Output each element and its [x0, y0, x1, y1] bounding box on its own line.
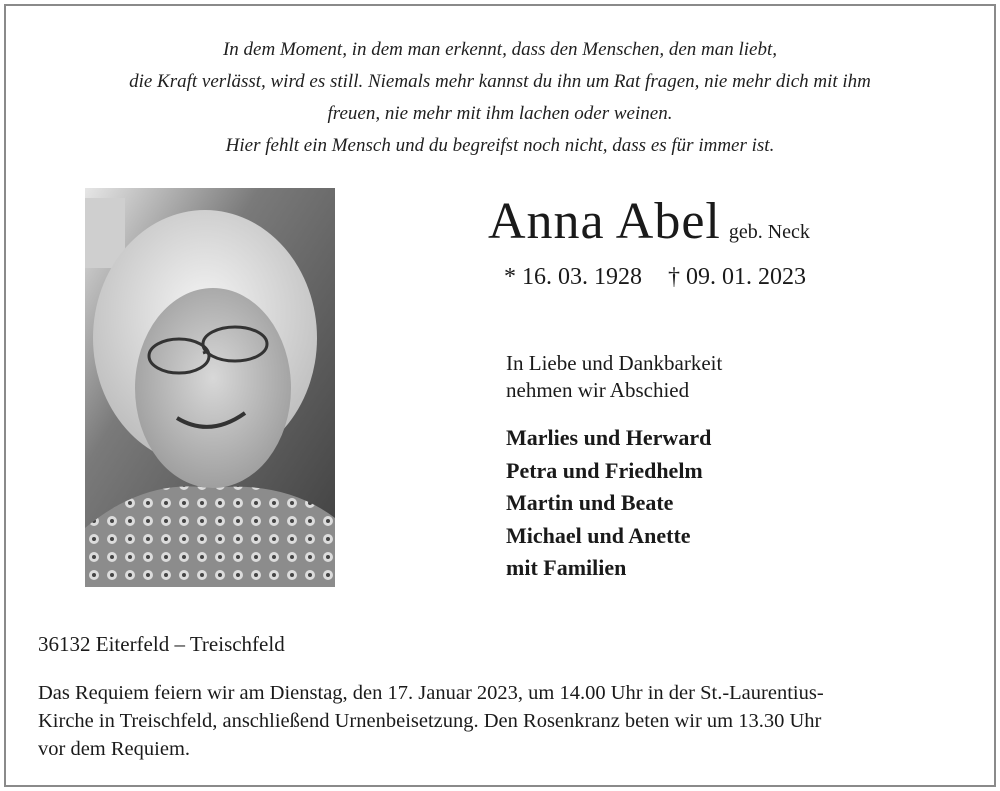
deceased-name-block	[488, 192, 810, 251]
death-date: † 09. 01. 2023	[668, 264, 806, 290]
place-line: 36132 Eiterfeld – Treischfeld	[38, 632, 285, 656]
life-dates	[504, 264, 806, 291]
requiem-line: Kirche in Treischfeld, anschließend Urnenbeisetzung. Den Rosenkranz beten wir um 13.30 Uhr	[38, 710, 822, 732]
portrait-photo	[85, 188, 335, 587]
mourner-name: Martin und Beate	[506, 490, 674, 515]
poem-line: die Kraft verlässt, wird es still. Niemals mehr kannst du ihn um Rat fragen, nie mehr dich mit ihm	[129, 71, 871, 92]
deceased-name: Anna Abel	[488, 193, 721, 250]
poem-line: In dem Moment, in dem man erkennt, dass den Menschen, den man liebt,	[222, 39, 778, 60]
poem-line: Hier fehlt ein Mensch und du begreifst noch nicht, dass es für immer ist.	[225, 135, 775, 156]
requiem-notice	[38, 679, 968, 763]
mourner-name: Michael und Anette	[506, 522, 691, 548]
poem-line: freuen, nie mehr mit ihm lachen oder weinen.	[327, 103, 673, 124]
intro-line: nehmen wir Abschied	[506, 378, 690, 402]
mourner-name: Marlies und Herward	[506, 425, 712, 450]
requiem-line: Das Requiem feiern wir am Dienstag, den 17. Januar 2023, um 14.00 Uhr in der St.-Laurentius-	[38, 682, 824, 704]
memorial-poem	[6, 34, 994, 162]
mourner-name: mit Familien	[506, 555, 627, 580]
obituary-frame	[4, 4, 996, 787]
intro-line: In Liebe und Dankbarkeit	[506, 351, 723, 375]
birth-date: * 16. 03. 1928	[504, 264, 642, 290]
birth-name: geb. Neck	[728, 221, 810, 243]
mourners-list	[506, 422, 711, 585]
mourner-name: Petra und Friedhelm	[506, 457, 703, 483]
farewell-intro	[506, 350, 722, 404]
requiem-line: vor dem Requiem.	[38, 738, 191, 760]
